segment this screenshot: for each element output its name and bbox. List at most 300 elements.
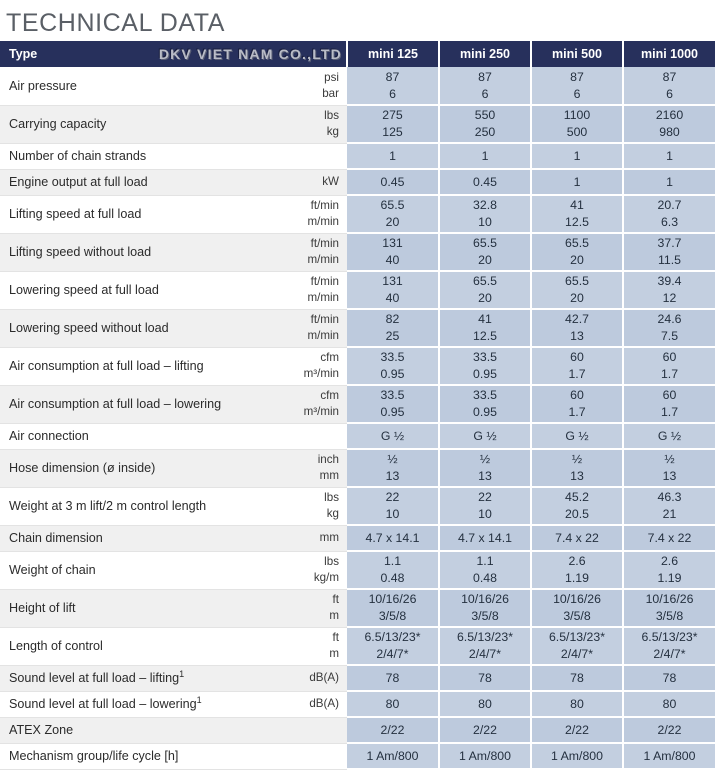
row-label: ATEX Zone [0, 717, 257, 743]
value-line: 78 [385, 670, 400, 685]
row-label: Weight of chain [0, 551, 257, 589]
value-line: 0.45 [473, 174, 497, 189]
value-line: 2/22 [473, 722, 497, 737]
table-row [0, 67, 715, 105]
unit-line: m/min [307, 253, 339, 266]
table-row [0, 423, 715, 449]
value-cell [347, 67, 439, 105]
row-unit [257, 589, 347, 627]
value-cell [347, 525, 439, 551]
value-cell [439, 665, 531, 691]
table-row [0, 691, 715, 717]
value-line: 6 [389, 86, 396, 101]
value-line: 78 [570, 670, 584, 685]
value-cell [531, 105, 623, 143]
header-model-mini-125: mini 125 [347, 41, 439, 67]
row-label: Air consumption at full load – lifting [0, 347, 257, 385]
row-label: Mechanism group/life cycle [h] [0, 743, 257, 769]
value-cell [347, 487, 439, 525]
value-cell [439, 169, 531, 195]
row-label: Chain dimension [0, 525, 257, 551]
value-line: 2/22 [380, 722, 405, 737]
value-line: ½ [571, 452, 583, 467]
value-line: 33.5 [380, 388, 405, 403]
header-type-cell [0, 41, 347, 67]
value-line: 10 [478, 215, 492, 229]
value-line: 11.5 [657, 253, 682, 267]
value-line: 1.19 [565, 571, 589, 585]
value-line: 13 [570, 469, 584, 483]
value-line: 10 [385, 507, 400, 521]
value-line: 60 [662, 388, 677, 403]
table-row [0, 271, 715, 309]
value-line: ½ [664, 452, 675, 467]
value-line: 80 [385, 696, 400, 711]
unit-line: ft [332, 631, 339, 645]
row-unit [257, 67, 347, 105]
value-line: 10/16/26 [645, 592, 694, 607]
value-line: 7.4 x 22 [555, 530, 599, 545]
unit-line: bar [322, 86, 339, 100]
table-header [0, 41, 715, 67]
unit-line: m/min [307, 329, 339, 342]
value-line: 82 [385, 312, 400, 327]
value-line: 10/16/26 [553, 592, 601, 607]
value-cell [623, 589, 715, 627]
value-line: 13 [570, 329, 584, 343]
unit-line: m/min [307, 291, 339, 304]
value-cell [623, 309, 715, 347]
footnote-marker: 1 [196, 694, 202, 705]
value-cell [623, 665, 715, 691]
value-line: 10/16/26 [368, 592, 417, 607]
value-line: 250 [474, 125, 496, 139]
value-cell [439, 309, 531, 347]
value-cell [531, 385, 623, 423]
value-line: 65.5 [473, 236, 497, 251]
value-line: G ½ [565, 428, 589, 443]
value-line: 20 [385, 215, 400, 229]
value-cell [439, 233, 531, 271]
value-line: 1.1 [383, 554, 402, 569]
row-label: Sound level at full load – lifting$^1$ [0, 665, 257, 691]
value-line: 6.5/13/23* [548, 630, 606, 645]
row-unit [257, 309, 347, 347]
table-row [0, 589, 715, 627]
value-line: 10 [478, 507, 492, 521]
value-line: 0.95 [380, 405, 405, 419]
value-line: 7.5 [660, 329, 679, 343]
value-cell [347, 717, 439, 743]
table-row [0, 233, 715, 271]
value-cell [439, 143, 531, 169]
value-line: 80 [662, 696, 677, 711]
value-cell [347, 589, 439, 627]
value-line: 12.5 [565, 215, 589, 229]
unit-line: cfm [320, 351, 339, 365]
value-line: 60 [570, 350, 584, 365]
value-line: 10/16/26 [461, 592, 509, 607]
value-cell [347, 385, 439, 423]
value-cell [347, 691, 439, 717]
row-label: Air pressure [0, 67, 257, 105]
value-cell [531, 347, 623, 385]
company-watermark: DKV VIET NAM CO.,LTD [158, 46, 342, 62]
value-line: 22 [385, 490, 400, 505]
value-line: 125 [382, 125, 403, 139]
value-line: ½ [387, 452, 398, 467]
table-row [0, 487, 715, 525]
row-label: Hose dimension (ø inside) [0, 449, 257, 487]
value-line: 0.95 [473, 405, 497, 419]
unit-line: mm [319, 469, 339, 482]
row-unit [257, 627, 347, 665]
value-line: 1.7 [660, 367, 679, 381]
value-line: 60 [570, 388, 584, 403]
value-cell [623, 743, 715, 769]
value-cell [347, 627, 439, 665]
value-line: 21 [662, 507, 677, 521]
value-line: 6 [573, 86, 581, 101]
value-line: 80 [478, 696, 492, 711]
value-cell [347, 743, 439, 769]
value-cell [623, 233, 715, 271]
value-cell [347, 423, 439, 449]
table-row [0, 525, 715, 551]
unit-line: cfm [320, 389, 339, 403]
value-cell [531, 143, 623, 169]
table-row [0, 665, 715, 691]
table-body [0, 67, 715, 769]
unit-line: ft/min [310, 313, 339, 327]
value-line: 1 Am/800 [643, 748, 696, 763]
header-row [0, 41, 715, 67]
unit-line: kW [322, 175, 339, 189]
value-cell [623, 347, 715, 385]
unit-line: m³/min [303, 405, 339, 418]
value-line: 20 [570, 291, 584, 305]
value-line: 20 [478, 253, 492, 267]
row-label: Length of control [0, 627, 257, 665]
row-unit [257, 347, 347, 385]
value-line: G ½ [657, 428, 682, 443]
unit-line: ft/min [310, 199, 339, 213]
value-cell [531, 589, 623, 627]
value-line: 2160 [655, 108, 684, 123]
table-row [0, 743, 715, 769]
row-label: Lifting speed at full load [0, 195, 257, 233]
value-cell [347, 233, 439, 271]
value-line: G ½ [473, 428, 497, 443]
value-line: ½ [479, 452, 491, 467]
row-unit [257, 449, 347, 487]
value-cell [531, 487, 623, 525]
value-line: 65.5 [565, 274, 589, 289]
value-cell [439, 385, 531, 423]
row-unit [257, 169, 347, 195]
row-label: Height of lift [0, 589, 257, 627]
technical-data-table [0, 41, 715, 770]
value-line: 6.5/13/23* [364, 630, 421, 645]
value-line: 1.7 [568, 367, 586, 381]
page-title: TECHNICAL DATA [6, 9, 226, 37]
value-line: 550 [474, 108, 496, 123]
header-type-label: Type [9, 47, 38, 61]
value-line: 1 [389, 148, 396, 163]
value-cell [623, 691, 715, 717]
value-line: 1 [573, 174, 581, 189]
value-line: 87 [478, 69, 492, 84]
row-label: Lowering speed at full load [0, 271, 257, 309]
value-cell [623, 717, 715, 743]
value-cell [439, 525, 531, 551]
row-unit [257, 691, 347, 717]
value-cell [531, 169, 623, 195]
value-line: 7.4 x 22 [647, 530, 692, 545]
value-line: 12 [662, 291, 677, 305]
table-row [0, 627, 715, 665]
value-line: 41 [478, 312, 492, 327]
value-line: 0.48 [473, 571, 497, 585]
value-line: 39.4 [657, 274, 682, 289]
value-cell [623, 385, 715, 423]
value-line: 2.6 [660, 554, 679, 569]
value-cell [439, 551, 531, 589]
value-line: 131 [382, 236, 403, 251]
row-unit [257, 385, 347, 423]
value-cell [439, 271, 531, 309]
value-line: 60 [662, 350, 677, 365]
value-line: 87 [662, 69, 677, 84]
unit-line: m [329, 609, 339, 622]
value-cell [623, 449, 715, 487]
value-line: 4.7 x 14.1 [365, 530, 420, 545]
value-cell [439, 195, 531, 233]
unit-line: kg [326, 125, 339, 138]
value-cell [623, 525, 715, 551]
value-cell [347, 449, 439, 487]
value-cell [347, 143, 439, 169]
row-unit [257, 271, 347, 309]
footnote-marker: 1 [179, 668, 185, 679]
value-line: G ½ [380, 428, 405, 443]
unit-line: mm [319, 531, 339, 545]
header-model-mini-1000: mini 1000 [623, 41, 715, 67]
value-line: 6 [481, 86, 489, 101]
unit-line: m [329, 647, 339, 660]
unit-line: lbs [324, 555, 339, 569]
value-line: 1 [481, 148, 489, 163]
unit-line: m³/min [303, 367, 339, 380]
value-line: 1 Am/800 [551, 748, 603, 763]
value-cell [531, 665, 623, 691]
value-line: 87 [385, 69, 400, 84]
value-cell [347, 105, 439, 143]
value-cell [531, 743, 623, 769]
value-line: 20 [570, 253, 584, 267]
value-line: 4.7 x 14.1 [457, 530, 512, 545]
value-cell [531, 271, 623, 309]
value-line: 0.95 [473, 367, 497, 381]
value-cell [347, 169, 439, 195]
table-row [0, 169, 715, 195]
value-line: 45.2 [565, 490, 589, 505]
value-line: 500 [566, 125, 588, 139]
value-cell [439, 487, 531, 525]
table-row [0, 105, 715, 143]
unit-line: ft [332, 593, 339, 607]
table-row [0, 449, 715, 487]
value-line: 2/4/7* [376, 647, 409, 661]
value-line: 1100 [563, 108, 591, 123]
unit-line: kg/m [313, 571, 339, 584]
value-cell [623, 627, 715, 665]
value-cell [623, 423, 715, 449]
value-line: 6.3 [660, 215, 679, 229]
value-cell [623, 487, 715, 525]
value-line: 24.6 [657, 312, 682, 327]
value-line: 20 [478, 291, 492, 305]
value-line: 80 [570, 696, 584, 711]
value-line: 33.5 [380, 350, 405, 365]
value-line: 40 [385, 253, 400, 267]
row-unit [257, 743, 347, 769]
unit-line: kg [326, 507, 339, 520]
table-row [0, 717, 715, 743]
value-cell [531, 717, 623, 743]
value-line: 1 [666, 174, 673, 189]
row-label: Carrying capacity [0, 105, 257, 143]
value-cell [439, 67, 531, 105]
row-label: Lowering speed without load [0, 309, 257, 347]
value-cell [531, 233, 623, 271]
unit-line: lbs [324, 491, 339, 505]
row-label: Air consumption at full load – lowering [0, 385, 257, 423]
value-cell [347, 195, 439, 233]
row-label: Weight at 3 m lift/2 m control length [0, 487, 257, 525]
value-line: 6.5/13/23* [641, 630, 698, 645]
row-label: Air connection [0, 423, 257, 449]
value-cell [347, 309, 439, 347]
row-unit [257, 233, 347, 271]
unit-line: psi [324, 71, 339, 85]
value-cell [531, 449, 623, 487]
value-cell [439, 743, 531, 769]
row-label: Sound level at full load – lowering$^1$ [0, 691, 257, 717]
value-line: 32.8 [473, 198, 497, 213]
row-label: Number of chain strands [0, 143, 257, 169]
value-cell [623, 67, 715, 105]
row-unit [257, 105, 347, 143]
value-line: 46.3 [657, 490, 682, 505]
value-line: 22 [478, 490, 492, 505]
value-line: 1 Am/800 [459, 748, 511, 763]
value-line: 131 [382, 274, 403, 289]
value-line: 12.5 [473, 329, 497, 343]
value-line: 37.7 [657, 236, 682, 251]
row-unit [257, 717, 347, 743]
value-line: 13 [385, 469, 400, 483]
value-line: 1 [666, 148, 673, 163]
value-line: 40 [385, 291, 400, 305]
value-line: 0.45 [380, 174, 405, 189]
value-line: 3/5/8 [655, 609, 684, 623]
row-unit [257, 525, 347, 551]
value-line: 275 [382, 108, 403, 123]
value-cell [439, 449, 531, 487]
value-cell [623, 271, 715, 309]
value-cell [623, 551, 715, 589]
value-cell [531, 691, 623, 717]
row-label: Engine output at full load [0, 169, 257, 195]
row-label: Lifting speed without load [0, 233, 257, 271]
value-line: 1.7 [568, 405, 586, 419]
row-unit [257, 487, 347, 525]
value-line: 1 Am/800 [366, 748, 419, 763]
value-line: 25 [385, 329, 400, 343]
value-cell [439, 691, 531, 717]
value-cell [439, 589, 531, 627]
header-model-mini-250: mini 250 [439, 41, 531, 67]
value-cell [531, 195, 623, 233]
value-line: 20.5 [565, 507, 589, 521]
value-line: 2/22 [657, 722, 682, 737]
value-line: 87 [570, 69, 584, 84]
row-unit [257, 665, 347, 691]
value-line: 78 [662, 670, 677, 685]
unit-line: inch [317, 453, 339, 467]
row-unit [257, 551, 347, 589]
value-line: 13 [662, 469, 677, 483]
value-line: 65.5 [565, 236, 589, 251]
table-row [0, 385, 715, 423]
unit-line: ft/min [310, 237, 339, 251]
value-line: 33.5 [473, 388, 497, 403]
value-line: 2/4/7* [653, 647, 686, 661]
value-line: 2/22 [565, 722, 589, 737]
value-cell [531, 627, 623, 665]
value-line: 1 [573, 148, 581, 163]
row-unit [257, 195, 347, 233]
unit-line: lbs [324, 109, 339, 123]
value-line: 2.6 [568, 554, 586, 569]
value-line: 0.48 [380, 571, 405, 585]
value-cell [623, 143, 715, 169]
value-cell [623, 105, 715, 143]
value-line: 1.1 [476, 554, 494, 569]
value-line: 13 [478, 469, 492, 483]
value-line: 65.5 [380, 198, 405, 213]
value-line: 3/5/8 [563, 609, 591, 623]
table-row [0, 309, 715, 347]
table-row [0, 347, 715, 385]
value-line: 980 [659, 125, 680, 139]
unit-line: ft/min [310, 275, 339, 289]
value-cell [531, 525, 623, 551]
value-cell [347, 551, 439, 589]
value-line: 6.5/13/23* [456, 630, 514, 645]
value-line: 3/5/8 [471, 609, 499, 623]
value-line: 42.7 [565, 312, 589, 327]
value-cell [623, 195, 715, 233]
table-row [0, 143, 715, 169]
value-line: 41 [570, 198, 584, 213]
value-line: 65.5 [473, 274, 497, 289]
value-cell [531, 67, 623, 105]
row-unit [257, 423, 347, 449]
value-cell [347, 347, 439, 385]
value-cell [531, 551, 623, 589]
